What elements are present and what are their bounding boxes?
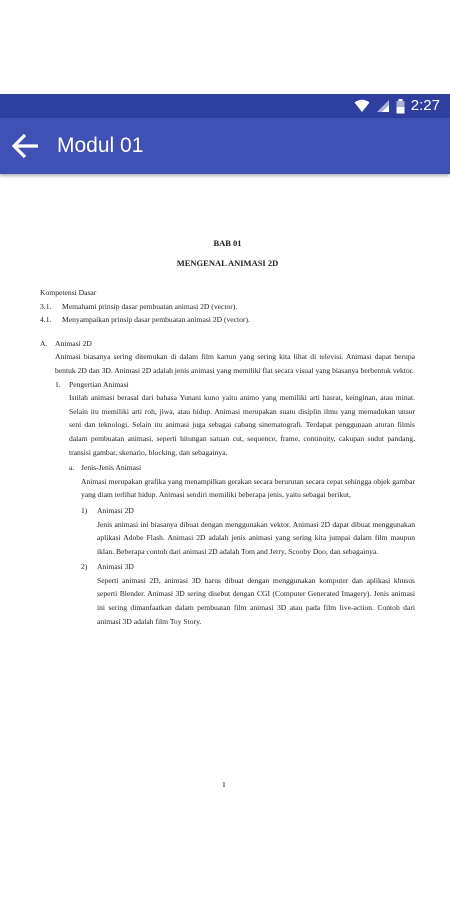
- section-a-text: Animasi biasanya sering ditemukan di dalam film kartun yang sering kita lihat di televisi. Animasi dapat berupa bentuk 2D dan 3D. Animasi 2D adalah jenis animasi yang memiliki flat secara visual yang biasanya berbentuk vektor.: [55, 352, 415, 375]
- wifi-icon: [354, 99, 370, 113]
- subsection-1-text: Istilah animasi berasal dari bahasa Yunani kuno yaitu animo yang memiliki arti hasrat, keinginan, atau minat. Selain itu memiliki arti roh, jiwa, atau hidup. Animasi merupakan suatu disiplin ilmu yang memadukan unsur seni dan teknologi. Selain itu animasi juga sebagai cabang sinematografi. Terdapat penggunaan aturan filmis dalam pembuatan animasi, seperti hitungan satuan cut, sequence, frame, continuity, cakupan sudut pandang, transisi gambar, skenario, blocking, dan sebagainya.: [69, 393, 415, 457]
- item-title: Animasi 2D: [97, 505, 134, 515]
- item-2-heading: [81, 560, 415, 574]
- signal-icon: [376, 99, 390, 113]
- page-number: 1: [222, 780, 226, 789]
- item-1-heading: [81, 504, 415, 518]
- back-button[interactable]: [10, 130, 42, 162]
- competency-item: [40, 313, 415, 327]
- subsection-label: 1.: [55, 379, 61, 389]
- subsection-title: Jenis-Jenis Animasi: [81, 463, 142, 473]
- app-bar: [0, 118, 450, 174]
- item-label: 2): [81, 562, 88, 572]
- item-1-text: Jenis animasi ini biasanya dibuat dengan menggunakan vektor. Animasi 2D dapat dibuat menggunakan aplikasi Adobe Flash. Animasi 2D adalah jenis animasi yang sering kita jumpai dalam film maupun iklan. Beberapa contoh dari animasi 2D adalah Tom and Jerry, Scooby Doo, dan sebagainya.: [97, 519, 415, 556]
- app-title: Modul 01: [57, 134, 144, 157]
- status-bar: [0, 94, 450, 118]
- section-a-heading: [40, 337, 415, 351]
- competency-text: Menyampaikan prinsip dasar pembuatan animasi 2D (vector).: [62, 315, 250, 325]
- subsection-a-text: Animasi merupakan grafika yang menampilkan gerakan secara berurutan secara cepat sehingga objek gambar yang diam terlihat hidup. Animasi sendiri memiliki beberapa jenis, yaitu sebagai berikut,: [81, 476, 415, 500]
- section-title: Animasi 2D: [55, 338, 92, 348]
- item-label: 1): [81, 505, 88, 515]
- subsection-label: a.: [69, 463, 75, 473]
- subsection-title: Pengertian Animasi: [69, 379, 129, 389]
- competency-number: 4.1.: [40, 315, 52, 325]
- competency-item: [40, 300, 415, 314]
- battery-icon: [396, 99, 405, 114]
- status-time: 2:27: [410, 97, 440, 114]
- section-label: A.: [40, 338, 48, 348]
- item-2-text: Seperti animasi 2D, animasi 3D harus dibuat dengan menggunakan komputer dan aplikasi khusus seperti Blender. Animasi 3D sering disebut dengan CGI (Computer Generated Imagery). Jenis animasi ini sering dimanfaatkan dalam pembuatan film animasi 3D atau pada film live-action. Contoh dari animasi 3D adalah film Toy Story.: [97, 575, 415, 626]
- status-icons: [354, 97, 440, 115]
- competency-heading: Kompetensi Dasar: [40, 288, 97, 297]
- chapter-title: MENGENAL ANIMASI 2D: [176, 258, 279, 268]
- competency-number: 3.1.: [40, 301, 52, 311]
- document-page: [40, 236, 415, 628]
- chapter-number: BAB 01: [213, 238, 242, 248]
- arrow-back-icon: [10, 130, 42, 162]
- subsection-a-heading: [69, 461, 415, 475]
- competency-text: Memahami prinsip dasar pembuatan animasi 2D (vector).: [62, 301, 238, 311]
- item-title: Animasi 3D: [97, 562, 134, 572]
- subsection-1-heading: [55, 378, 415, 392]
